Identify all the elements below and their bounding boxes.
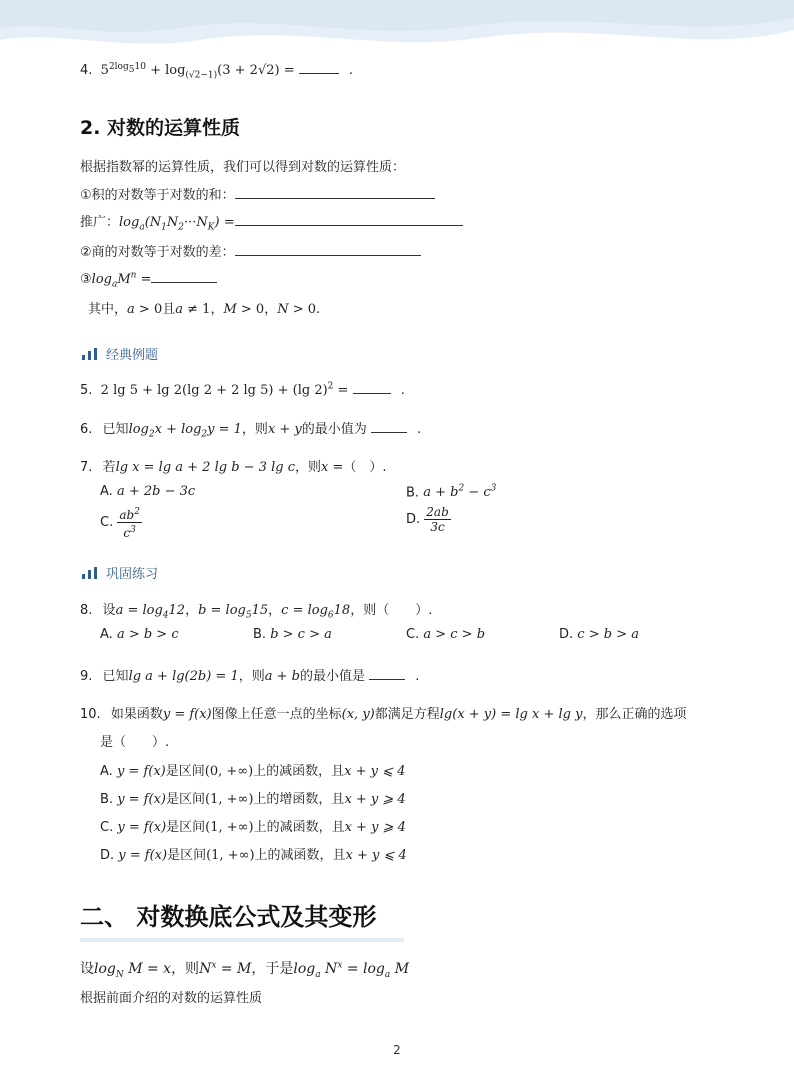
page-number: 2 <box>393 1043 401 1057</box>
answer-blank <box>353 381 391 394</box>
question-8: 8. 设$a = \log_412$，$b = \log_515$，$c = \log_618$，则（ ）. <box>80 603 433 621</box>
option-7d[interactable]: D. $\frac{2ab}{3c}$ <box>406 505 449 534</box>
question-7: 7. 若lg x = lg a + 2 lg b − 3 lg c，则x =（ ）. <box>80 460 387 475</box>
answer-blank <box>151 270 217 283</box>
option-8a[interactable]: A. a > b > c <box>100 627 179 642</box>
prop-conditions: 其中，a > 0且a ≠ 1，M > 0，N > 0. <box>88 302 321 317</box>
option-7c[interactable]: C. $\frac{ab^2}{c^3}$ <box>100 507 140 540</box>
option-10b[interactable]: B. y = f(x)是区间(1, +∞)上的增函数，且x + y ⩾ 4 <box>100 792 406 807</box>
option-8c[interactable]: C. a > c > b <box>406 627 486 642</box>
bar-chart-icon <box>82 567 98 579</box>
change-of-base-text: 根据前面介绍的对数的运算性质 <box>80 991 263 1006</box>
answer-blank <box>235 243 421 256</box>
question-5: 5. 2 lg 5 + lg 2(lg 2 + 2 lg 5) + (lg 2)$^2$ = . <box>80 381 405 398</box>
math-expression: lg x = lg a + 2 lg b − 3 lg c <box>115 460 295 475</box>
option-10d[interactable]: D. y = f(x)是区间(1, +∞)上的减函数，且x + y ⩽ 4 <box>100 848 407 863</box>
math-expression: $5^{2log_510} + \log_{(√2-1)}(3 + 2√2)$ = <box>96 61 295 81</box>
option-7a[interactable]: A. a + 2b − 3c <box>100 484 196 499</box>
props-intro: 根据指数幂的运算性质，我们可以得到对数的运算性质： <box>80 160 406 175</box>
question-10-line2: 是（ ）. <box>100 735 170 750</box>
question-4: 4. $5^{2log_510} + \log_{(√2-1)}(3 + 2√2)$ = . <box>80 61 354 81</box>
prop-generalization: 推广：$\log_a(N_1N_2\cdot\cdot\cdot N_K)$ = <box>80 211 463 233</box>
subsection-tag-practice: 巩固练习 <box>82 563 158 582</box>
fraction: $\frac{2ab}{3c}$ <box>426 505 449 534</box>
question-number: 4. <box>80 63 93 78</box>
option-10a[interactable]: A. y = f(x)是区间(0, +∞)上的减函数，且x + y ⩽ 4 <box>100 764 406 779</box>
heading-underline-bar <box>80 938 404 942</box>
answer-blank <box>371 420 407 433</box>
question-6: 6. 已知$\log_2x + \log_2y = 1$，则x + y的最小值为 . <box>80 422 422 440</box>
header-wave-decoration <box>0 0 794 60</box>
answer-blank <box>235 186 435 199</box>
question-10: 10. 如果函数y = f(x)图像上任意一点的坐标(x, y)都满足方程lg(x + y) = lg x + lg y，那么正确的选项 <box>80 707 687 722</box>
answer-blank <box>299 61 339 74</box>
prop-1: ①积的对数等于对数的和： <box>80 184 435 203</box>
option-7b[interactable]: B. $a + b^2 - c^3$ <box>406 484 497 501</box>
prop-2: ②商的对数等于对数的差： <box>80 241 421 260</box>
math-expression: $\log_2x + \log_2y = 1$ <box>128 422 242 440</box>
option-10c[interactable]: C. y = f(x)是区间(1, +∞)上的减函数，且x + y ⩾ 4 <box>100 820 406 835</box>
fraction: $\frac{ab^2}{c^3}$ <box>119 507 140 540</box>
chapter-heading: 二、 对数换底公式及其变形 <box>80 903 377 931</box>
option-8d[interactable]: D. c > b > a <box>559 627 639 642</box>
change-of-base-intro: 设$\log_N M = x$，则$N^x = M$，于是$\log_a N^x = \log_a M$ <box>80 960 410 980</box>
option-8b[interactable]: B. b > c > a <box>253 627 332 642</box>
prop-3: $③\log_aM^n$ = <box>80 270 217 290</box>
math-expression: $\log_a(N_1N_2\cdot\cdot\cdot N_K)$ = <box>119 215 235 233</box>
answer-blank <box>235 213 463 226</box>
bar-chart-icon <box>82 348 98 360</box>
math-expression: $\log_aM^n$ = <box>91 270 152 290</box>
math-expression: 2 lg 5 + lg 2(lg 2 + 2 lg 5) + (lg 2)$^2$ = <box>96 381 349 398</box>
section-title: 2. 对数的运算性质 <box>80 117 241 139</box>
answer-blank <box>369 667 405 680</box>
question-9: 9. 已知lg a + lg(2b) = 1，则a + b的最小值是 . <box>80 669 420 684</box>
subsection-tag-examples: 经典例题 <box>82 344 158 363</box>
